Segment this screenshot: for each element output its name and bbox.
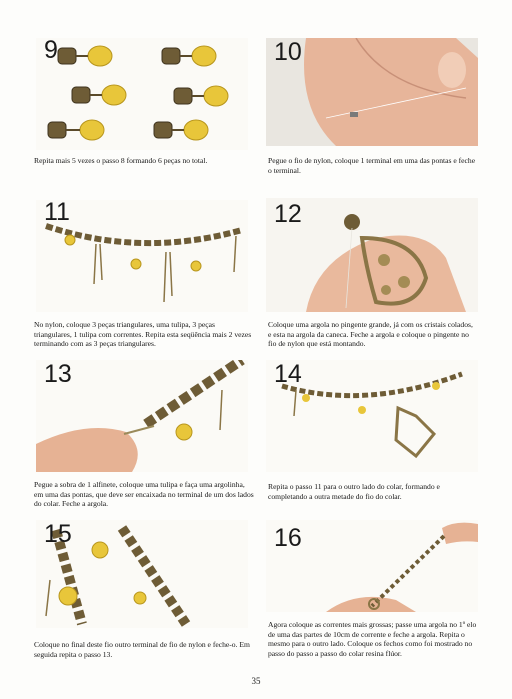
- step-10-number: 10: [274, 38, 302, 66]
- step-16-caption: Agora coloque as correntes mais grossas; passe uma argola no 1º elo de uma das partes de 10cm de corrente e feche a argola. Repita o mesmo para o outro lado. Coloque os fechos como foi mostrado no passo do passo a passo do colar resina flúor.: [268, 620, 477, 658]
- step-14-caption: Repita o passo 11 para o outro lado do colar, formando e completando a outra metade do fio do colar.: [268, 482, 440, 501]
- step-10-caption: Pegue o fio de nylon, coloque 1 terminal em uma das pontas e feche o terminal.: [268, 156, 476, 175]
- step-12-number: 12: [274, 200, 302, 228]
- step-12-caption: Coloque uma argola no pingente grande, já com os cristais colados, e esta na argola da caneca. Feche a argola e coloque o pingente no fio de nylon que está montando.: [268, 320, 473, 349]
- step-14-number: 14: [274, 360, 302, 388]
- step-13-caption: Pegue a sobra de 1 alfinete, coloque uma tulipa e faça uma argolinha, em uma das pontas, que deve ser encaixada no terminal de um dos lados do colar. Feche a argola.: [34, 480, 254, 509]
- step-11-number: 11: [44, 198, 70, 226]
- step-15-caption: Coloque no final deste fio outro terminal de fio de nylon e feche-o. Em seguida repita o passo 13.: [34, 640, 250, 659]
- beads-pairs-illustration: [36, 38, 248, 150]
- step-16-number: 16: [274, 524, 302, 552]
- step-11-caption: No nylon, coloque 3 peças triangulares, uma tulipa, 3 peças triangulares, 1 tulipa com correntes. Repita esta seqüência mais 2 vezes terminando com as 3 peças triangulares.: [34, 320, 252, 349]
- step-9-caption: Repita mais 5 vezes o passo 8 formando 6 peças no total.: [34, 156, 208, 165]
- step-15-number: 15: [44, 520, 72, 548]
- step-9-photo: [36, 38, 248, 150]
- step-13-number: 13: [44, 360, 72, 388]
- step-9-number: 9: [44, 36, 58, 64]
- page-number: 35: [251, 676, 261, 686]
